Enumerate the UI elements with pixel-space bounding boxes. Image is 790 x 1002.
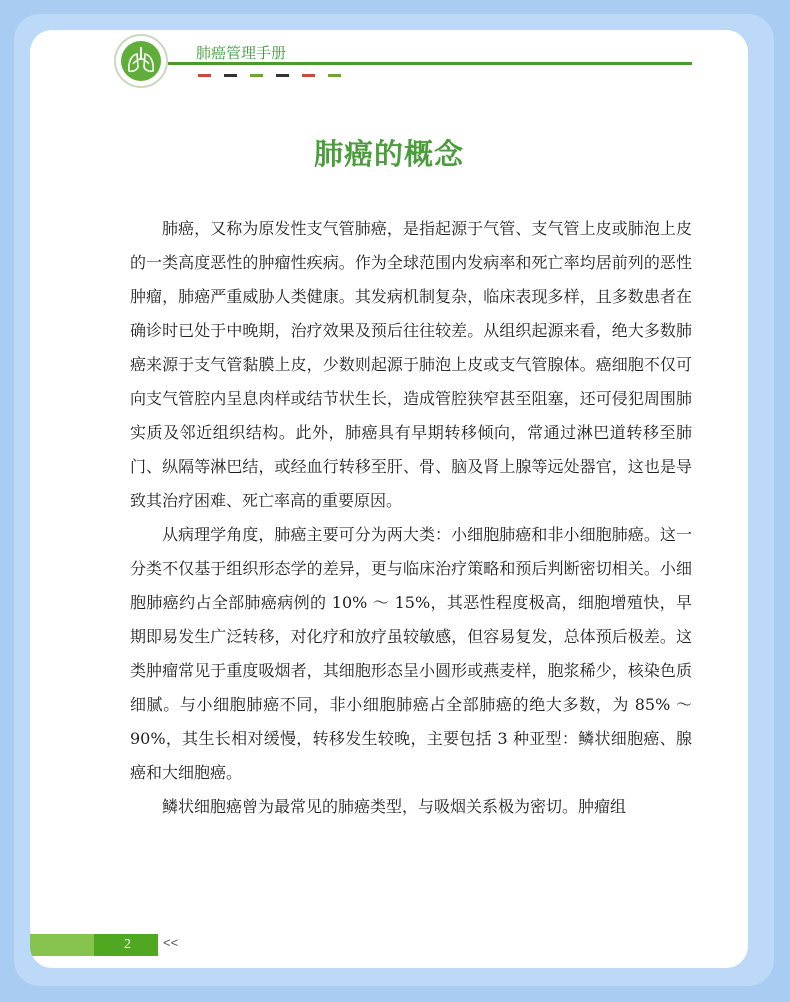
lung-logo <box>114 34 168 88</box>
article-body <box>130 212 692 824</box>
paragraph: 肺癌，又称为原发性支气管肺癌，是指起源于气管、支气管上皮或肺泡上皮的一类高度恶性的肿瘤性疾病。作为全球范围内发病率和死亡率均居前列的恶性肿瘤，肺癌严重威胁人类健康。其发病机制复杂，临床表现多样，且多数患者在确诊时已处于中晚期，治疗效果及预后往往较差。从组织起源来看，绝大多数肺癌来源于支气管黏膜上皮，少数则起源于肺泡上皮或支气管腺体。癌细胞不仅可向支气管腔内呈息肉样或结节状生长，造成管腔狭窄甚至阻塞，还可侵犯周围肺实质及邻近组织结构。此外，肺癌具有早期转移倾向，常通过淋巴道转移至肺门、纵隔等淋巴结，或经血行转移至肝、骨、脑及肾上腺等远处器官，这也是导致其治疗困难、死亡率高的重要原因。 <box>130 219 692 510</box>
page-number-bar <box>30 934 158 956</box>
header-rule <box>168 62 692 65</box>
page-number-bar-accent <box>30 934 94 956</box>
book-title: 肺癌管理手册 <box>196 44 287 62</box>
header-dash <box>224 74 237 77</box>
header-dash <box>198 74 211 77</box>
lungs-icon <box>120 40 162 82</box>
document-page <box>30 30 748 968</box>
article-title: 肺癌的概念 <box>313 137 464 171</box>
footer-arrow: << <box>163 935 179 950</box>
paragraph: 从病理学角度，肺癌主要可分为两大类：小细胞肺癌和非小细胞肺癌。这一分类不仅基于组织形态学的差异，更与临床治疗策略和预后判断密切相关。小细胞肺癌约占全部肺癌病例的 10% ～ 15%，其恶性程度极高，细胞增殖快，早期即易发生广泛转移，对化疗和放疗虽较敏感，但容易复发，总体预后极差。这类肿瘤常见于重度吸烟者，其细胞形态呈小圆形或燕麦样，胞浆稀少，核染色质细腻。与小细胞肺癌不同，非小细胞肺癌占全部肺癌的绝大多数，为 85% ～ 90%，其生长相对缓慢，转移发生较晚，主要包括 3 种亚型：鳞状细胞癌、腺癌和大细胞癌。 <box>130 525 692 782</box>
page-number: 2 <box>124 937 131 952</box>
paragraph: 鳞状细胞癌曾为最常见的肺癌类型，与吸烟关系极为密切。肿瘤组 <box>162 797 627 816</box>
header-dash <box>250 74 263 77</box>
header-dashes <box>198 74 368 77</box>
header-dash <box>302 74 315 77</box>
header-dash <box>328 74 341 77</box>
header-dash <box>276 74 289 77</box>
